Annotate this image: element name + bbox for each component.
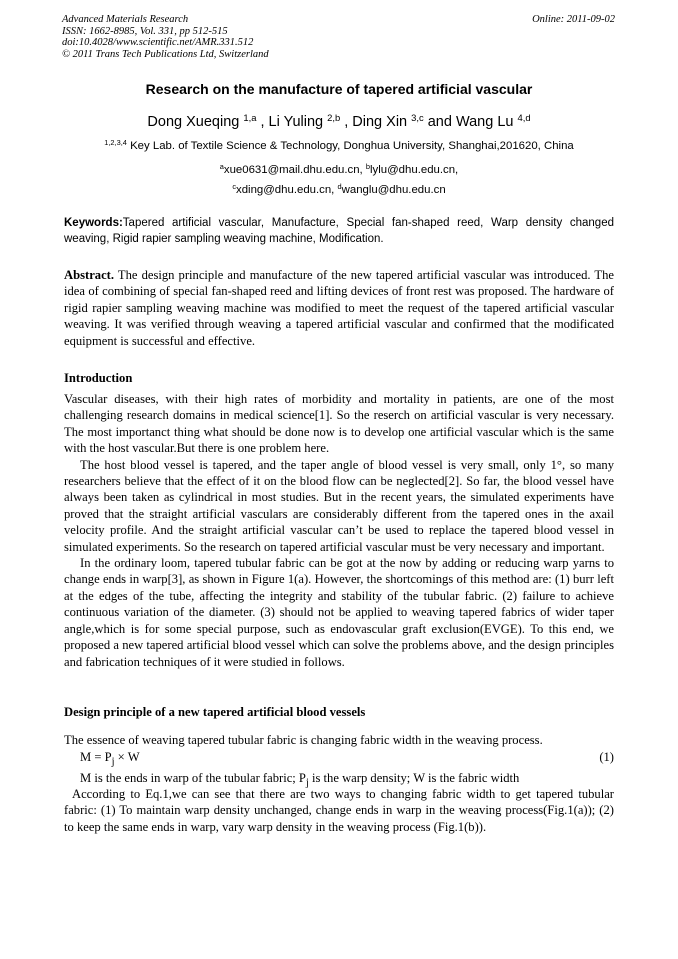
abstract-label: Abstract.	[64, 268, 115, 282]
email-line-1	[62, 160, 616, 180]
email-sup: a	[219, 161, 224, 171]
author-sup: 3,c	[411, 111, 424, 123]
author-list	[62, 112, 616, 132]
email-sup: c	[232, 181, 237, 191]
email-address: xue0631@mail.dhu.edu.cn,	[223, 164, 366, 176]
journal-name: Advanced Materials Research	[62, 14, 189, 25]
journal-header	[62, 14, 269, 60]
author-name: , Li Yuling	[256, 114, 324, 130]
abstract	[64, 267, 614, 349]
intro-paragraph-3: In the ordinary loom, tapered tubular fabric can be got at the now by adding or reducing warp yarns to change ends in warp[3], as shown in Figure 1(a). However, the shortcomings of this method are: (1) burr left at the edges of the tube, affecting the integrity and stability of the tubular fabric. (2) failure to achieve continuous variation of the diameter. (3) should not be applied to weaving tapered fabrics of wider taper angle,which is for some special purpose, such as endovascular graft exclusion(EVGE). To this end, we proposed a new tapered artificial blood vessel which can solve the problems above, and the design principles and fabrication techniques of it were studied in follows.	[64, 556, 614, 669]
affiliation-sup: 1,2,3,4	[104, 137, 127, 147]
email-sup: b	[365, 161, 371, 171]
author-name: , Ding Xin	[340, 114, 408, 130]
email-line-2	[62, 180, 616, 200]
equation-right: × W	[114, 750, 140, 764]
intro-paragraph-1: Vascular diseases, with their high rates of morbidity and mortality in patients, are one of the most challenging research domains in medical science[1]. So the reserch on artificial vascular is very necessary. The most importanct thing what should be done now is to develop one artificial vascular which is the same with the host vascular.But there is one problem here.	[64, 392, 614, 456]
email-address: wanglu@dhu.edu.cn	[341, 184, 446, 196]
keywords-label: Keywords:	[64, 217, 123, 229]
online-date: Online: 2011-09-02	[532, 14, 615, 25]
author-sup: 4,d	[517, 111, 531, 123]
design-heading: Design principle of a new tapered artificial blood vessels	[64, 705, 366, 719]
keywords-text: Tapered artificial vascular, Manufacture, Special fan-shaped reed, Warp density changed weaving, Rigid rapier sampling weaving machine, Modification.	[64, 217, 614, 245]
issn-line: ISSN: 1662-8985, Vol. 331, pp 512-515	[62, 25, 228, 37]
design-paragraph-1: The essence of weaving tapered tubular fabric is changing fabric width in the weaving process.	[64, 733, 543, 747]
author-sup: 1,a	[243, 111, 257, 123]
copyright-line: © 2011 Trans Tech Publications Ltd, Switzerland	[62, 48, 269, 60]
equation-number: (1)	[599, 750, 614, 764]
email-address: xding@dhu.edu.cn,	[236, 184, 338, 196]
equation-1	[80, 749, 614, 771]
design-paragraph-3: According to Eq.1,we can see that there are two ways to changing fabric width to get tapered tubular fabric: (1) To maintain warp density unchanged, change ends in warp in the weaving process(Fig.1(a)); (2) to keep the same ends in warp, vary warp density in the weaving process (Fig.1(b)).	[64, 787, 614, 834]
email-list	[62, 160, 616, 200]
doi-line: doi:10.4028/www.scientific.net/AMR.331.512	[62, 37, 254, 48]
design-p2-subscript: j	[305, 777, 309, 789]
intro-paragraph-2: The host blood vessel is tapered, and the taper angle of blood vessel is very small, only 1°, so many researchers believe that the effect of it on the blood flow can be neglected[2]. So far, the blood vessel have always been taken as cylindrical in most studies. But in the recent years, the simulated experiments have proved that the straight artificial vasculars are considerably different from the tapered ones in the axail velocity profile. And the straight artificial vascular can’t be used to replace the tapered blood vessel in simulated experiments. So the research on tapered artificial vascular must be very necessary and important.	[64, 457, 614, 554]
introduction-heading: Introduction	[64, 371, 133, 385]
introduction-body	[64, 391, 614, 670]
design-p2-text-2: is the warp density; W is the fabric width	[308, 771, 520, 785]
author-sup: 2,b	[327, 111, 341, 123]
author-name: Dong Xueqing	[147, 114, 240, 130]
author-name: and Wang Lu	[423, 114, 514, 130]
design-p2-text: M is the ends in warp of the tubular fabric; P	[80, 771, 306, 785]
email-address: lylu@dhu.edu.cn,	[370, 164, 459, 176]
email-sup: d	[337, 181, 342, 191]
paper-title: Research on the manufacture of tapered artificial vascular	[145, 81, 533, 97]
keywords	[64, 215, 614, 247]
affiliation	[62, 138, 616, 154]
affiliation-text: Key Lab. of Textile Science & Technology, Donghua University, Shanghai,201620, China	[126, 140, 574, 152]
abstract-text: The design principle and manufacture of the new tapered artificial vascular was introduced. The idea of combining of special fan-shaped reed and lifting devices of front rest was proposed. The hardware of rigid rapier sampling weaving machine was modified to meet the request of the tapered artificial vascular weaving. It was verified through weaving a tapered artificial vascular and confirmed that the modificated equipment is successful and effective.	[64, 268, 614, 348]
equation-left: M = P	[80, 750, 112, 764]
equation-subscript: j	[111, 756, 115, 768]
